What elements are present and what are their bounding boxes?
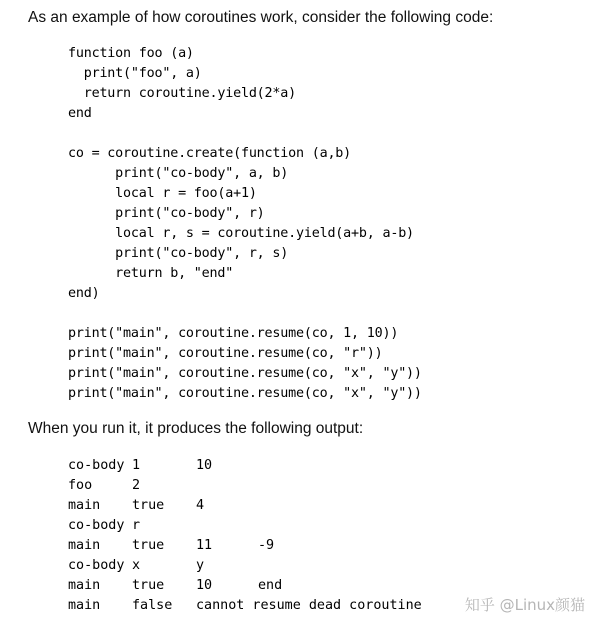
output-cell: 10 (196, 578, 213, 593)
output-cell: false (132, 598, 173, 613)
output-cell: true (132, 498, 165, 513)
code-block-coroutine-create (68, 144, 414, 304)
output-cell: main (68, 578, 101, 593)
output-cell: main (68, 598, 101, 613)
code-line: return b, "end" (68, 266, 234, 281)
watermark: 知乎 @Linux颜猫 (464, 596, 585, 614)
output-cell: 4 (196, 498, 205, 513)
code-line: end) (68, 286, 100, 301)
output-cell: x (132, 558, 141, 573)
code-line: print("foo", a) (68, 66, 202, 81)
code-line: print("co-body", a, b) (68, 166, 289, 181)
code-line: print("main", coroutine.resume(co, "x", "y")) (68, 366, 422, 381)
code-line: return coroutine.yield(2*a) (68, 86, 296, 101)
output-cell: main (68, 538, 101, 553)
output-cell: -9 (258, 538, 275, 553)
code-line: local r, s = coroutine.yield(a+b, a-b) (68, 226, 414, 241)
output-cell: end (258, 578, 283, 593)
code-line: print("main", coroutine.resume(co, "r")) (68, 346, 383, 361)
code-block-main-resume (68, 324, 422, 404)
code-line: co = coroutine.create(function (a,b) (68, 146, 352, 161)
intro-text: As an example of how coroutines work, consider the following code: (28, 9, 494, 26)
output-cell: true (132, 578, 165, 593)
code-line: local r = foo(a+1) (68, 186, 257, 201)
output-cell: co-body (68, 518, 125, 533)
output-cell: cannot resume dead coroutine (196, 598, 422, 613)
output-cell: true (132, 538, 165, 553)
output-cell: 11 (196, 538, 213, 553)
output-cell: y (196, 558, 205, 573)
code-line: print("co-body", r) (68, 206, 265, 221)
output-cell: 10 (196, 458, 213, 473)
output-cell: foo (68, 478, 93, 493)
output-cell: co-body (68, 458, 125, 473)
code-line: print("main", coroutine.resume(co, 1, 10)) (68, 326, 399, 341)
code-line: end (68, 106, 92, 121)
output-intro-text: When you run it, it produces the following output: (28, 420, 364, 437)
code-line: print("main", coroutine.resume(co, "x", "y")) (68, 386, 422, 401)
code-line: function foo (a) (68, 46, 194, 61)
output-cell: co-body (68, 558, 125, 573)
output-cell: 2 (132, 478, 141, 493)
code-line: print("co-body", r, s) (68, 246, 289, 261)
output-cell: 1 (132, 458, 141, 473)
output-cell: r (132, 518, 141, 533)
output-cell: main (68, 498, 101, 513)
code-block-function-foo (68, 44, 296, 124)
